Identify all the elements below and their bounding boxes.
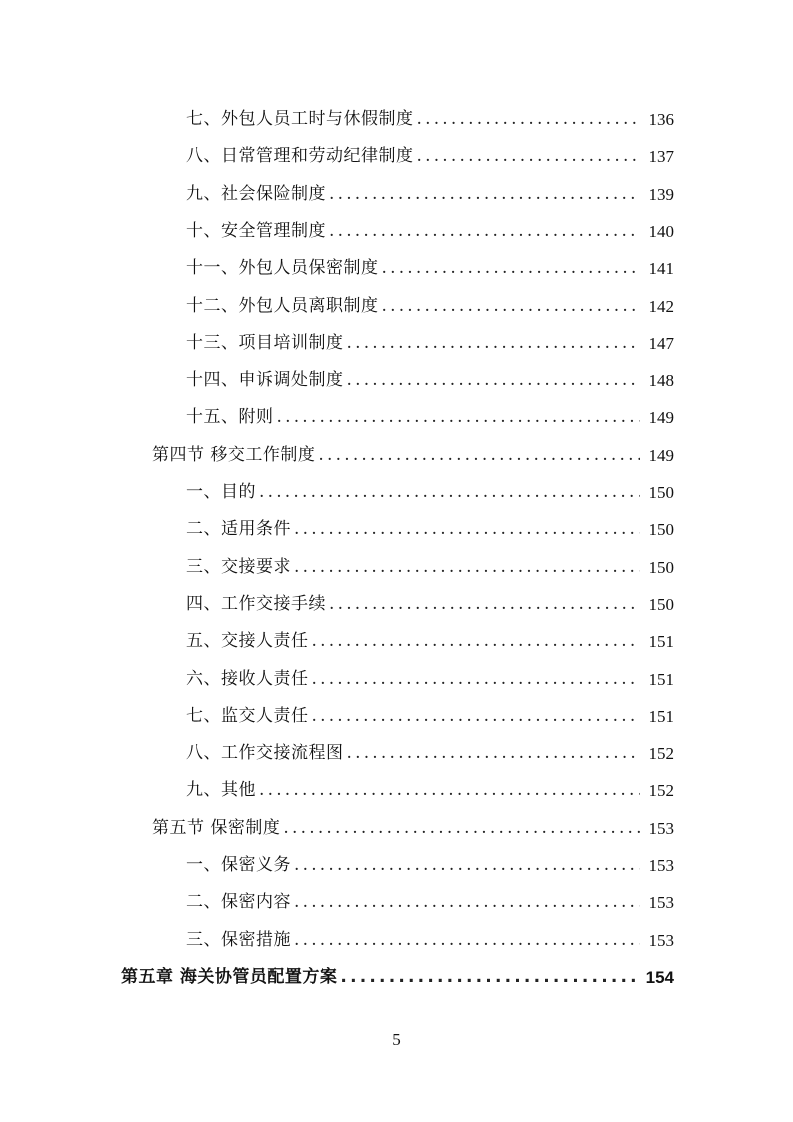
toc-entry-title: 五、交接人责任	[186, 631, 309, 652]
toc-entry-title: 十二、外包人员离职制度	[186, 295, 379, 316]
dot-leader	[294, 511, 640, 548]
toc-entry[interactable]	[186, 549, 674, 586]
toc-entry-title: 十、安全管理制度	[186, 220, 326, 241]
toc-entry-page: 150	[648, 557, 674, 577]
toc-entry-title: 第五节 保密制度	[152, 817, 281, 838]
toc-entry-title: 三、交接要求	[186, 556, 291, 577]
toc-entry[interactable]	[186, 399, 674, 436]
toc-entry-page: 153	[648, 818, 674, 838]
toc-entry-page: 154	[645, 967, 674, 987]
toc-entry-title: 第五章 海关协管员配置方案	[121, 966, 338, 987]
toc-entry-page: 151	[648, 669, 674, 689]
toc-entry[interactable]	[186, 698, 674, 735]
dot-leader	[312, 661, 641, 698]
toc-entry-title: 三、保密措施	[186, 929, 291, 950]
toc-entry-title: 八、日常管理和劳动纪律制度	[186, 146, 414, 167]
toc-entry-page: 147	[648, 333, 674, 353]
toc-entry[interactable]	[186, 623, 674, 660]
toc-entry-title: 第四节 移交工作制度	[152, 444, 316, 465]
dot-leader	[283, 810, 640, 847]
toc-entry[interactable]	[186, 772, 674, 809]
toc-entry[interactable]	[186, 735, 674, 772]
toc-entry[interactable]	[186, 288, 674, 325]
dot-leader	[347, 325, 641, 362]
toc-entry-page: 148	[648, 371, 674, 391]
toc-entry-page: 152	[648, 781, 674, 801]
toc-entry-title: 八、工作交接流程图	[186, 743, 344, 764]
toc-entry[interactable]	[186, 511, 674, 548]
dot-leader	[347, 735, 641, 772]
toc-entry-page: 150	[648, 520, 674, 540]
toc-entry-title: 七、外包人员工时与休假制度	[186, 109, 414, 129]
dot-leader	[294, 884, 640, 921]
dot-leader	[294, 922, 640, 959]
toc-entry-title: 十一、外包人员保密制度	[186, 258, 379, 279]
toc-entry[interactable]	[186, 213, 674, 250]
toc-entry-title: 二、保密内容	[186, 892, 291, 913]
toc-entry[interactable]	[186, 176, 674, 213]
toc-entry[interactable]	[186, 362, 674, 399]
toc-entry-page: 151	[648, 706, 674, 726]
toc-entry[interactable]	[186, 250, 674, 287]
toc-entry[interactable]	[186, 474, 674, 511]
toc-entry-page: 153	[648, 856, 674, 875]
toc-entry-page: 153	[648, 930, 674, 950]
toc-entry-title: 六、接收人责任	[186, 668, 309, 689]
toc-section-entry[interactable]	[152, 810, 674, 847]
toc-entry-page: 136	[648, 110, 674, 129]
dot-leader	[294, 847, 640, 884]
dot-leader	[382, 250, 641, 287]
toc-entry-title: 二、适用条件	[186, 519, 291, 540]
dot-leader	[329, 213, 640, 250]
toc-entry[interactable]	[186, 661, 674, 698]
dot-leader	[318, 437, 640, 474]
toc-entry-title: 一、目的	[186, 482, 256, 502]
toc-entry[interactable]	[186, 325, 674, 362]
toc-entry-title: 十四、申诉调处制度	[186, 370, 344, 391]
toc-entry-page: 150	[648, 483, 674, 502]
toc-entry-title: 九、其他	[186, 780, 256, 801]
toc-entry[interactable]	[186, 884, 674, 921]
toc-entry-title: 十三、项目培训制度	[186, 332, 344, 353]
dot-leader	[417, 138, 641, 175]
dot-leader	[417, 101, 641, 138]
toc-entry-page: 140	[648, 221, 674, 241]
page-number: 5	[392, 1030, 401, 1049]
toc-entry-page: 153	[648, 893, 674, 913]
dot-leader	[312, 698, 641, 735]
dot-leader	[294, 549, 640, 586]
toc-entry-title: 一、保密义务	[186, 855, 291, 875]
dot-leader	[329, 176, 640, 213]
toc-entry-page: 139	[648, 184, 674, 204]
toc-section-entry[interactable]	[152, 437, 674, 474]
toc-entry[interactable]	[186, 922, 674, 959]
dot-leader	[382, 288, 641, 325]
toc-entry[interactable]	[186, 586, 674, 623]
toc-entry[interactable]	[186, 138, 674, 175]
dot-leader	[259, 474, 640, 511]
dot-leader	[329, 586, 640, 623]
toc-entry-page: 142	[648, 296, 674, 316]
toc-entry-page: 149	[648, 408, 674, 428]
toc-entry-title: 七、监交人责任	[186, 705, 309, 726]
toc-entry-page: 152	[648, 744, 674, 764]
toc-entry-page: 141	[648, 259, 674, 279]
toc-entry-page: 149	[648, 445, 674, 465]
toc-entry[interactable]	[186, 101, 674, 138]
dot-leader	[277, 399, 641, 436]
dot-leader	[347, 362, 641, 399]
dot-leader	[340, 959, 640, 996]
toc-entry-page: 150	[648, 594, 674, 614]
toc-entry-title: 九、社会保险制度	[186, 183, 326, 204]
dot-leader	[312, 623, 641, 660]
dot-leader	[259, 772, 640, 809]
toc-entry-title: 十五、附则	[186, 407, 274, 428]
toc-entry[interactable]	[186, 847, 674, 884]
toc-entry-page: 137	[648, 147, 674, 167]
toc-chapter-entry[interactable]	[121, 959, 674, 996]
toc-entry-title: 四、工作交接手续	[186, 593, 326, 614]
toc-entry-page: 151	[648, 632, 674, 652]
